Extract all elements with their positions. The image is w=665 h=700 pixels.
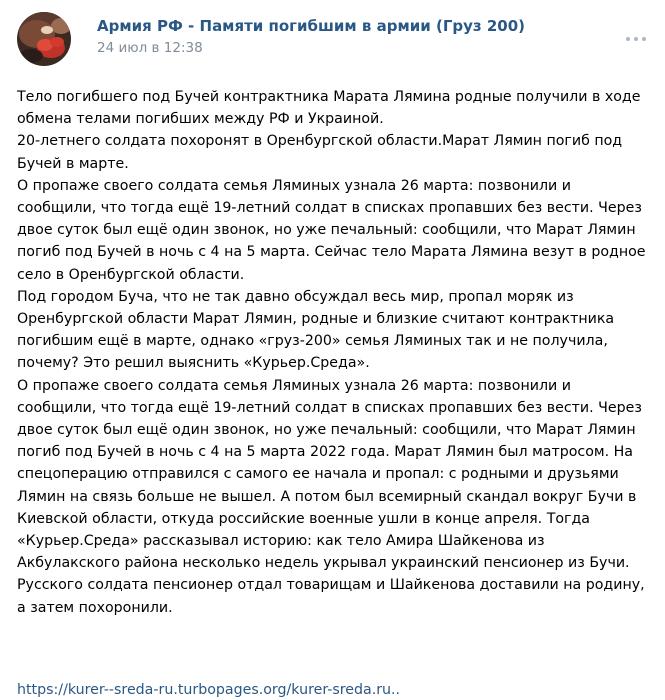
post-text-line: погибшим ещё в марте, однако «груз-200» семья Ляминых так и не получила,	[17, 333, 608, 350]
post-text-line: погиб под Бучей в ночь с 4 на 5 марта. Сейчас тело Марата Лямина везут в родное	[17, 244, 646, 261]
post-text-line: сообщили, что тогда ещё 19-летний солдат в списках пропавших без вести. Через	[17, 200, 642, 217]
post-text-line: Акбулакского района несколько недель укрывал украинский пенсионер из Бучи.	[17, 555, 630, 572]
post-text-line: Лямин на связь больше не вышел. А потом был всемирный скандал вокруг Бучи в	[17, 488, 637, 505]
post-text-line: а затем похоронили.	[17, 599, 173, 616]
post-text-line: «Курьер.Среда» рассказывал историю: как тело Амира Шайкенова из	[17, 533, 545, 550]
post-text-line: О пропаже своего солдата семья Ляминых узнала 26 марта: позвонили и	[17, 377, 571, 394]
source-link[interactable]: https://kurer--sreda-ru.turbopages.org/kurer-sreda.ru..	[17, 682, 401, 698]
dot	[642, 37, 646, 41]
post-date[interactable]: 24 июл в 12:38	[97, 40, 203, 56]
post-header	[17, 10, 657, 70]
flag-flower-icon	[17, 12, 71, 66]
post-text-line: Оренбургской области Марат Лямин, родные и близкие считают контрактника	[17, 311, 615, 328]
dot	[634, 37, 638, 41]
post-text-line: погиб под Бучей в ночь с 4 на 5 марта 2022 года. Марат Лямин был матросом. На	[17, 444, 633, 461]
post-text-line: Русского солдата пенсионер отдал товарищам и Шайкенова доставили на родину,	[17, 577, 645, 594]
post-text-line: 20-летнего солдата похоронят в Оренбургской области.Марат Лямин погиб под	[17, 133, 623, 150]
post-text-line: Киевской области, откуда российские военные ушли в конце апреля. Тогда	[17, 510, 591, 527]
post-text-line: почему? Это решил выяснить «Курьер.Среда».	[17, 355, 370, 372]
post-text-line: обмена телами погибших между РФ и Украиной.	[17, 111, 384, 128]
more-dots-icon[interactable]	[625, 33, 647, 45]
post-text-line: сообщили, что тогда ещё 19-летний солдат в списках пропавших без вести. Через	[17, 399, 642, 416]
post-text-line: Тело погибшего под Бучей контрактника Марата Лямина родные получили в ходе	[17, 89, 641, 105]
dot	[626, 37, 630, 41]
post-text-line: двое суток был ещё один звонок, но уже печальный: сообщили, что Марат Лямин	[17, 222, 636, 239]
post-text-line: Под городом Буча, что не так давно обсуждал весь мир, пропал моряк из	[17, 288, 574, 305]
post-text	[17, 86, 657, 619]
post-text-line: спецоперацию отправился с самого ее начала и пропал: с родными и друзьями	[17, 466, 619, 483]
group-avatar[interactable]	[17, 12, 71, 66]
post-text-line: О пропаже своего солдата семья Ляминых узнала 26 марта: позвонили и	[17, 177, 571, 194]
post-text-line: двое суток был ещё один звонок, но уже печальный: сообщили, что Марат Лямин	[17, 422, 636, 439]
post-text-line: Бучей в марте.	[17, 155, 129, 172]
post-text-line: село в Оренбургской области.	[17, 266, 245, 283]
group-name-link[interactable]: Армия РФ - Памяти погибшим в армии (Груз 200)	[97, 17, 526, 35]
